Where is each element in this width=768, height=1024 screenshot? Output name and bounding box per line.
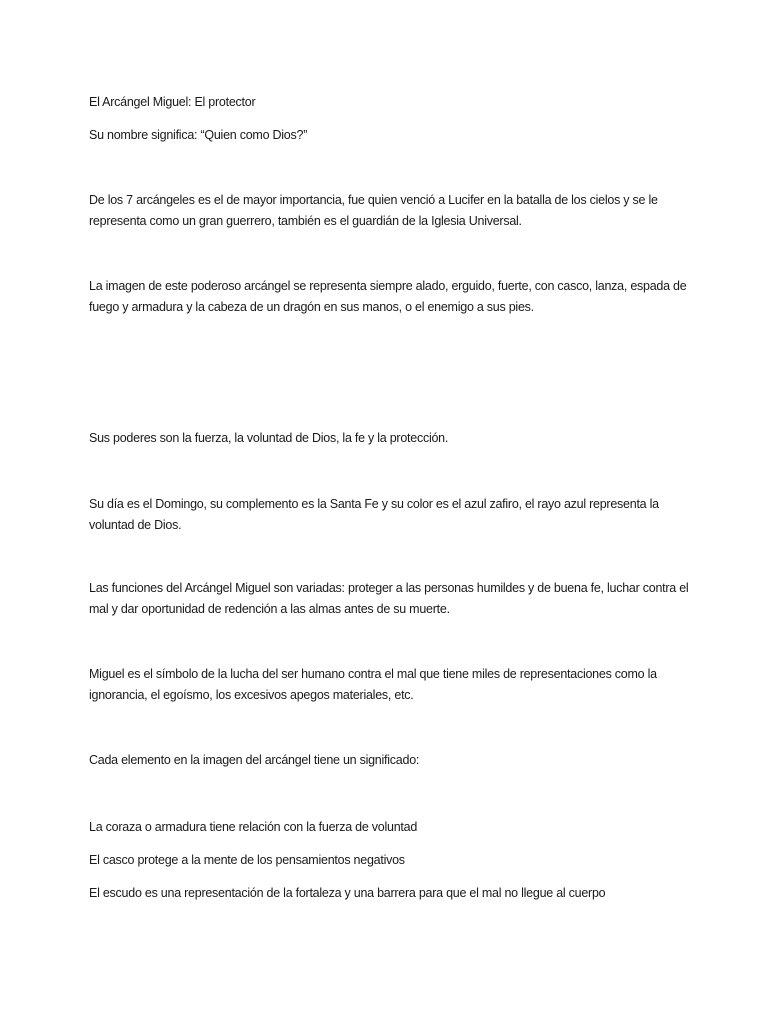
list-item-armor: La coraza o armadura tiene relación con la fuerza de voluntad	[89, 820, 418, 834]
paragraph-day-color: Su día es el Domingo, su complemento es la Santa Fe y su color es el azul zafiro, el rayo azul representa la voluntad de Dios.	[89, 497, 659, 532]
paragraph-symbol: Miguel es el símbolo de la lucha del ser humano contra el mal que tiene miles de representaciones como la ignorancia, el egoísmo, los excesivos apegos materiales, etc.	[89, 667, 657, 702]
list-item-helmet: El casco protege a la mente de los pensamientos negativos	[89, 853, 405, 867]
paragraph-powers: Sus poderes son la fuerza, la voluntad de Dios, la fe y la protección.	[89, 431, 449, 445]
document-title: El Arcángel Miguel: El protector	[89, 95, 256, 109]
paragraph-importance: De los 7 arcángeles es el de mayor importancia, fue quien venció a Lucifer en la batalla de los cielos y se le representa como un gran guerrero, también es el guardián de la Iglesia Universal.	[89, 193, 658, 228]
list-item-shield: El escudo es una representación de la fortaleza y una barrera para que el mal no llegue al cuerpo	[89, 886, 606, 900]
paragraph-elements-intro: Cada elemento en la imagen del arcángel tiene un significado:	[89, 753, 420, 767]
paragraph-name-meaning: Su nombre significa: “Quien como Dios?”	[89, 128, 308, 142]
paragraph-image: La imagen de este poderoso arcángel se representa siempre alado, erguido, fuerte, con casco, lanza, espada de fuego y armadura y la cabeza de un dragón en sus manos, o el enemigo a sus pies.	[89, 279, 687, 314]
paragraph-functions: Las funciones del Arcángel Miguel son variadas: proteger a las personas humildes y de buena fe, luchar contra el mal y dar oportunidad de redención a las almas antes de su muerte.	[89, 581, 689, 616]
